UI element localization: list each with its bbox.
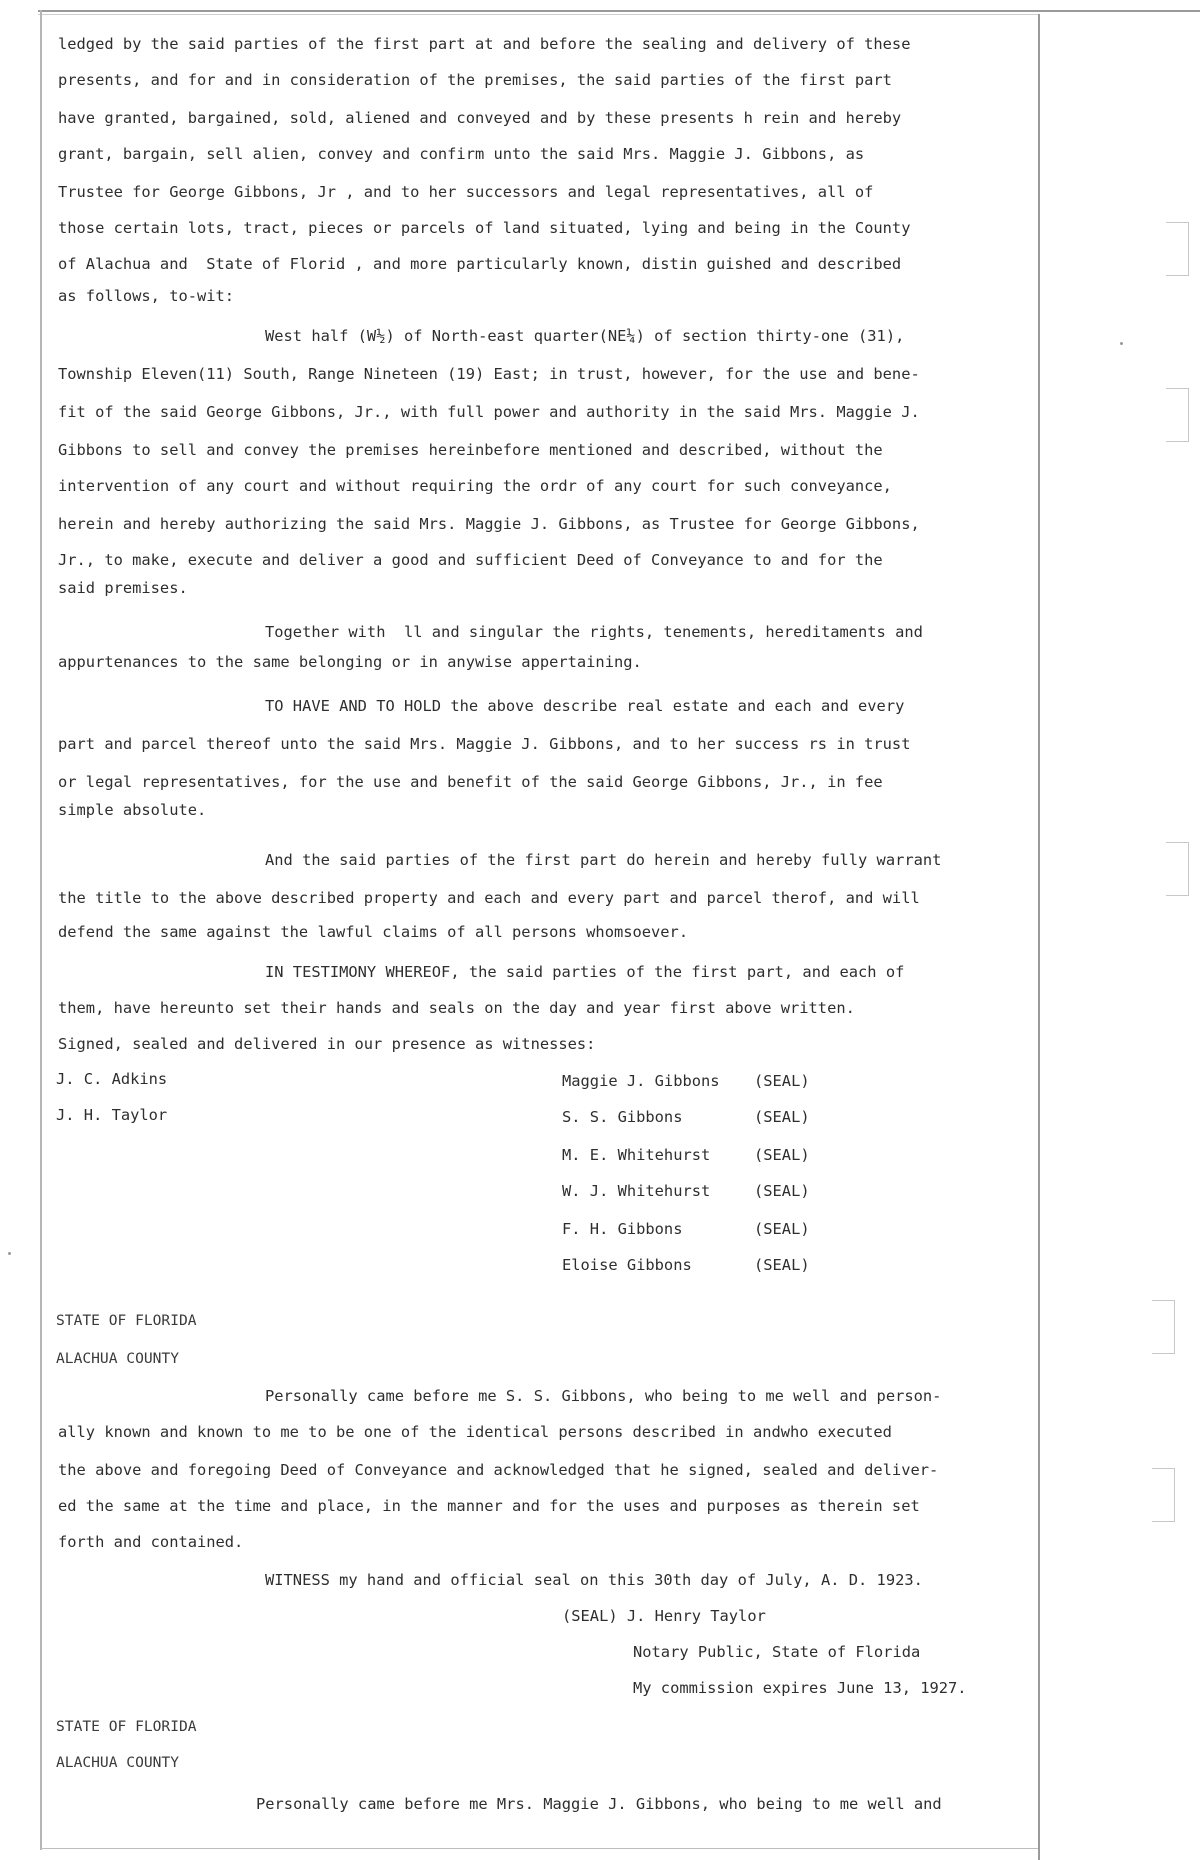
deed-line: part and parcel thereof unto the said Mrs. Maggie J. Gibbons, and to her success rs in trust xyxy=(58,735,911,753)
deed-line: Township Eleven(11) South, Range Nineteen (19) East; in trust, however, for the use and bene- xyxy=(58,365,920,383)
seal-mark: (SEAL) xyxy=(754,1072,810,1090)
signatory-name: Maggie J. Gibbons xyxy=(562,1072,720,1090)
deed-line: those certain lots, tract, pieces or parcels of land situated, lying and being in the County xyxy=(58,219,911,237)
seal-mark: (SEAL) xyxy=(754,1108,810,1126)
notary-signature: (SEAL) J. Henry Taylor xyxy=(562,1607,766,1625)
margin-mark xyxy=(1166,842,1189,896)
acknowledgment-line: ally known and known to me to be one of the identical persons described in andwho executed xyxy=(58,1423,892,1441)
deed-line: or legal representatives, for the use and benefit of the said George Gibbons, Jr., in fee xyxy=(58,773,883,791)
scan-bottom-border xyxy=(40,1848,1038,1849)
witness-name: J. H. Taylor xyxy=(56,1106,168,1124)
seal-mark: (SEAL) xyxy=(754,1182,810,1200)
deed-line: Jr., to make, execute and deliver a good and sufficient Deed of Conveyance to and for the xyxy=(58,551,883,569)
signatory-name: M. E. Whitehurst xyxy=(562,1146,711,1164)
signatory-name: W. J. Whitehurst xyxy=(562,1182,711,1200)
deed-line: appurtenances to the same belonging or in anywise appertaining. xyxy=(58,653,642,671)
venue-state: STATE OF FLORIDA xyxy=(56,1312,197,1329)
venue-county: ALACHUA COUNTY xyxy=(56,1754,180,1771)
deed-line: Signed, sealed and delivered in our presence as witnesses: xyxy=(58,1035,596,1053)
property-description: West half (W½) of North-east quarter(NE¼) of section thirty-one (31), xyxy=(265,327,905,345)
seal-mark: (SEAL) xyxy=(754,1146,810,1164)
notary-witness-line: WITNESS my hand and official seal on this 30th day of July, A. D. 1923. xyxy=(265,1571,923,1589)
margin-mark xyxy=(1166,388,1189,442)
seal-mark: (SEAL) xyxy=(754,1220,810,1238)
venue-state: STATE OF FLORIDA xyxy=(56,1718,197,1735)
deed-line: said premises. xyxy=(58,579,188,597)
signatory-name: F. H. Gibbons xyxy=(562,1220,683,1238)
seal-mark: (SEAL) xyxy=(754,1256,810,1274)
scan-top-border xyxy=(38,10,1200,12)
acknowledgment-line: Personally came before me Mrs. Maggie J. Gibbons, who being to me well and xyxy=(256,1795,942,1813)
deed-line: presents, and for and in consideration of the premises, the said parties of the first part xyxy=(58,71,892,89)
deed-line: fit of the said George Gibbons, Jr., with full power and authority in the said Mrs. Maggie J. xyxy=(58,403,920,421)
witness-name: J. C. Adkins xyxy=(56,1070,168,1088)
habendum-clause: TO HAVE AND TO HOLD the above describe real estate and each and every xyxy=(265,697,905,715)
acknowledgment-line: ed the same at the time and place, in the manner and for the uses and purposes as therein set xyxy=(58,1497,920,1515)
venue-county: ALACHUA COUNTY xyxy=(56,1350,180,1367)
deed-line: grant, bargain, sell alien, convey and confirm unto the said Mrs. Maggie J. Gibbons, as xyxy=(58,145,865,163)
deed-line: as follows, to-wit: xyxy=(58,287,235,305)
margin-mark xyxy=(1152,1468,1175,1522)
deed-line: have granted, bargained, sold, aliened and conveyed and by these presents h rein and hereby xyxy=(58,109,902,127)
deed-line: Trustee for George Gibbons, Jr , and to her successors and legal representatives, all of xyxy=(58,183,874,201)
acknowledgment-line: the above and foregoing Deed of Conveyance and acknowledged that he signed, sealed and deliver- xyxy=(58,1461,939,1479)
scan-speck xyxy=(8,1252,11,1255)
deed-line: intervention of any court and without requiring the ordr of any court for such conveyance, xyxy=(58,477,892,495)
scan-speck xyxy=(1120,342,1123,345)
testimony-clause: IN TESTIMONY WHEREOF, the said parties of the first part, and each of xyxy=(265,963,905,981)
deed-line: Gibbons to sell and convey the premises hereinbefore mentioned and described, without the xyxy=(58,441,883,459)
margin-mark xyxy=(1152,1300,1175,1354)
deed-line: herein and hereby authorizing the said Mrs. Maggie J. Gibbons, as Trustee for George Gibbons, xyxy=(58,515,920,533)
scan-right-border xyxy=(1038,14,1040,1860)
warranty-clause: And the said parties of the first part do herein and hereby fully warrant xyxy=(265,851,942,869)
signatory-name: Eloise Gibbons xyxy=(562,1256,692,1274)
notary-title: Notary Public, State of Florida xyxy=(633,1643,921,1661)
notary-commission: My commission expires June 13, 1927. xyxy=(633,1679,967,1697)
deed-line: ledged by the said parties of the first part at and before the sealing and delivery of these xyxy=(58,35,911,53)
deed-line: defend the same against the lawful claims of all persons whomsoever. xyxy=(58,923,689,941)
deed-line: of Alachua and State of Florid , and more particularly known, distin guished and described xyxy=(58,255,902,273)
scan-left-border xyxy=(40,10,42,1850)
acknowledgment-line: Personally came before me S. S. Gibbons, who being to me well and person- xyxy=(265,1387,942,1405)
scan-top-border-inner xyxy=(38,14,1038,15)
acknowledgment-line: forth and contained. xyxy=(58,1533,244,1551)
signatory-name: S. S. Gibbons xyxy=(562,1108,683,1126)
deed-line: the title to the above described property and each and every part and parcel therof, and will xyxy=(58,889,920,907)
deed-line: them, have hereunto set their hands and seals on the day and year first above written. xyxy=(58,999,855,1017)
margin-mark xyxy=(1166,222,1189,276)
deed-line: simple absolute. xyxy=(58,801,207,819)
deed-line: Together with ll and singular the rights, tenements, hereditaments and xyxy=(265,623,923,641)
